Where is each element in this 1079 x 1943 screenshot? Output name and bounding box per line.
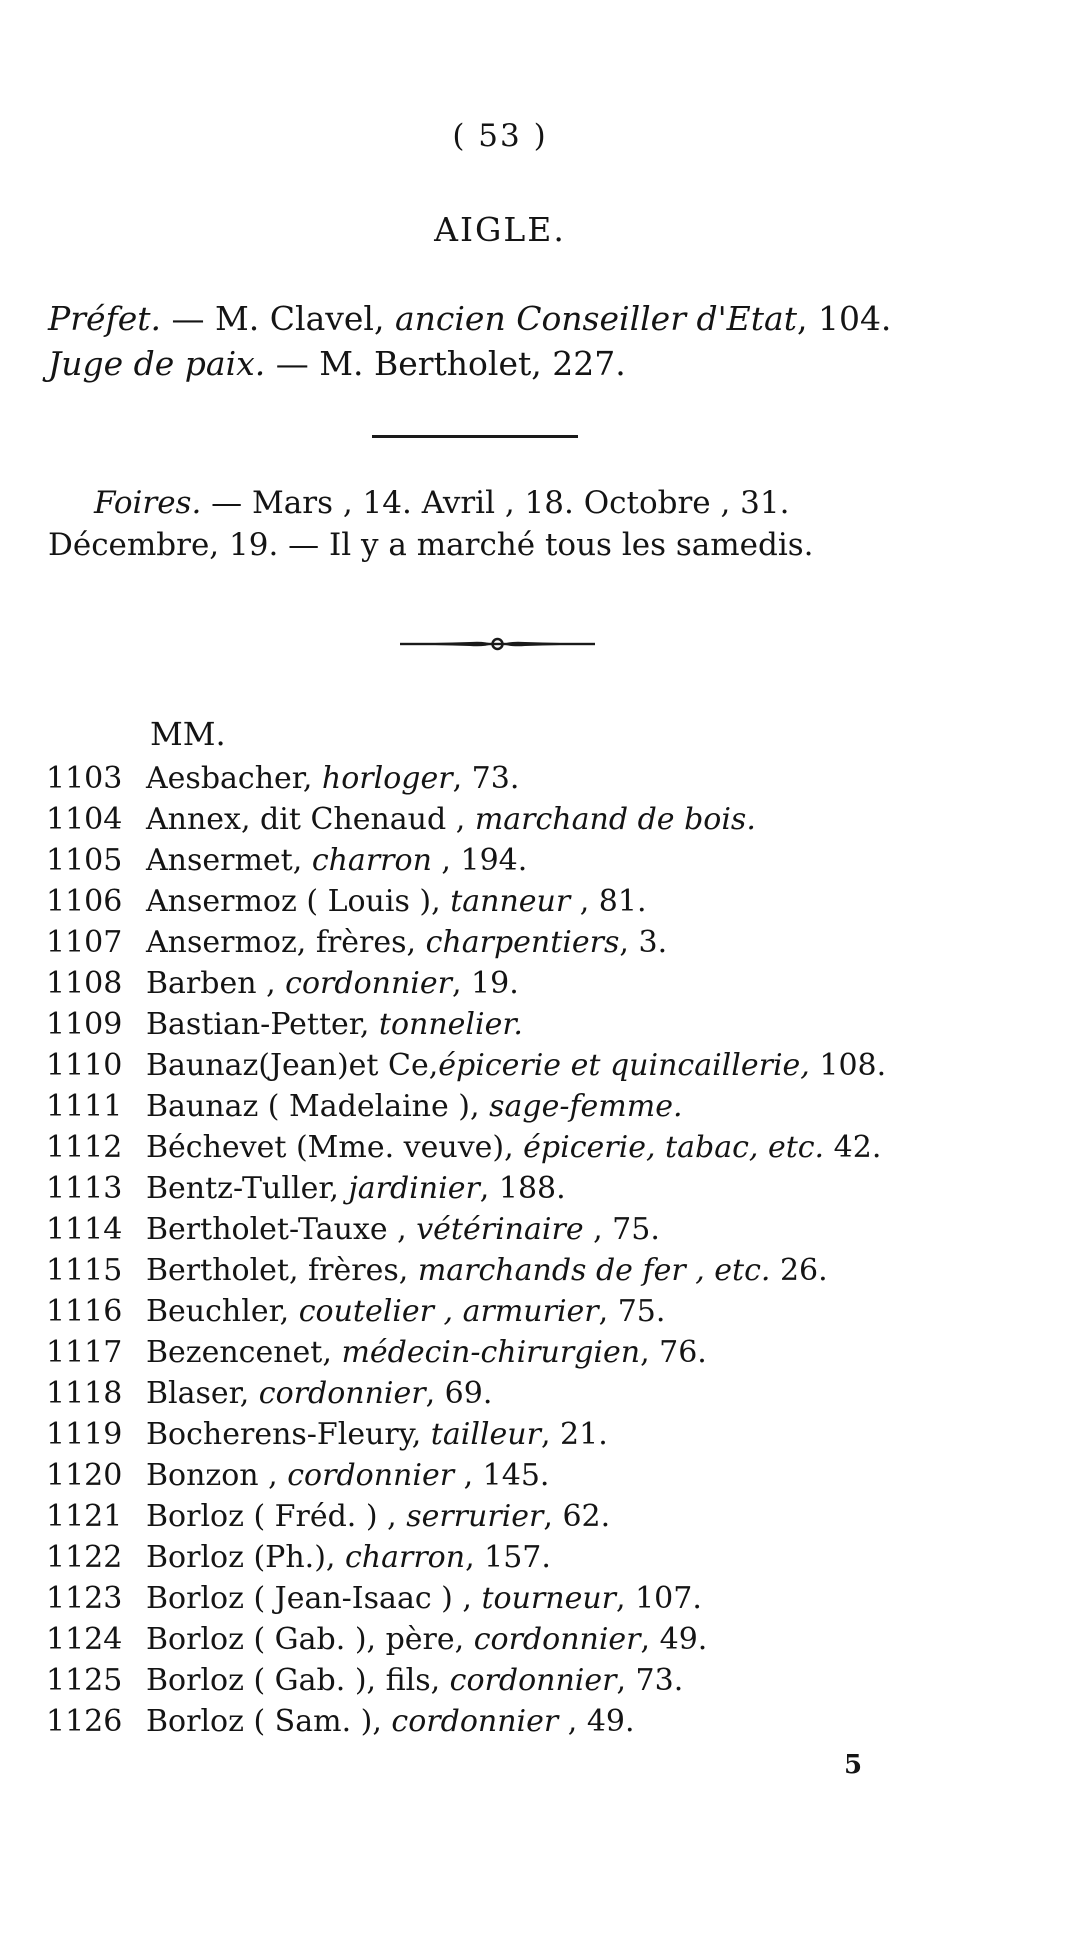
signature-mark: 5 [844,1750,863,1780]
list-item [46,1496,1006,1537]
entry-name: Bertholet, frères, [146,1253,418,1288]
entry-text [146,1376,492,1411]
entry-number: 1104 [46,802,123,837]
entry-address: , 75. [598,1294,666,1329]
list-item [46,1004,1006,1045]
entry-trade: serrurier [406,1499,544,1534]
entry-number: 1121 [46,1499,123,1534]
entry-name: Borloz ( Sam. ), [146,1704,392,1739]
list-item [46,1537,1006,1578]
entry-name: Ansermoz ( Louis ), [146,884,451,919]
entry-address: , 19. [451,966,519,1001]
entry-name: Aesbacher, [146,761,322,796]
entry-trade: tourneur [481,1581,617,1616]
official-name: — M. Clavel, [161,299,395,338]
entry-trade: jardinier [348,1171,480,1206]
entry-address: 108. [809,1048,887,1083]
entry-text [146,1130,881,1165]
list-item [46,1168,1006,1209]
entry-trade: cordonnier [287,1458,455,1493]
officials-block [48,296,978,386]
entry-trade: marchand de bois. [474,802,756,837]
entry-number: 1114 [46,1212,123,1247]
fairs-block [48,482,978,566]
entry-trade: cordonnier [473,1622,641,1657]
list-item [46,799,1006,840]
entry-text [146,1212,660,1247]
official-title: ancien Conseiller d'Etat [394,299,797,338]
entry-text [146,966,519,1001]
entry-trade: cordonnier [449,1663,617,1698]
entry-number: 1109 [46,1007,123,1042]
entry-trade: tonnelier. [378,1007,523,1042]
entry-number: 1111 [46,1089,123,1124]
fairs-dates: — Mars , 14. Avril , 18. Octobre , 31. [201,485,790,521]
list-item [46,1086,1006,1127]
entry-number: 1115 [46,1253,123,1288]
list-item [46,1291,1006,1332]
list-item [46,881,1006,922]
entry-number: 1105 [46,843,123,878]
list-item [46,1414,1006,1455]
entry-number: 1110 [46,1048,123,1083]
entry-address: , 194. [431,843,528,878]
entry-address: , 73. [452,761,520,796]
entry-text [146,1704,635,1739]
entry-number: 1103 [46,761,123,796]
entry-text [146,843,527,878]
entry-text [146,1622,707,1657]
entry-number: 1119 [46,1417,123,1452]
entry-name: Borloz ( Gab. ), fils, [146,1663,450,1698]
entry-text [146,1253,828,1288]
entry-number: 1118 [46,1376,123,1411]
ornament-divider [400,632,595,656]
entry-name: Baunaz(Jean)et Ce, [146,1048,439,1083]
entry-text [146,1663,683,1698]
entry-address: , 188. [479,1171,566,1206]
list-item [46,1045,1006,1086]
list-item [46,1455,1006,1496]
official-role: Préfet. [48,299,162,338]
entry-trade: cordonnier [391,1704,559,1739]
list-item [46,1209,1006,1250]
list-item [46,1127,1006,1168]
entry-text [146,1294,665,1329]
fairs-line [48,482,978,524]
entry-address: , 157. [465,1540,551,1575]
entry-address: , 81. [570,884,647,919]
entry-text [146,1499,610,1534]
official-line [48,341,978,386]
entry-address: 42. [824,1130,882,1165]
entry-address: , 49. [640,1622,708,1657]
entry-trade: tailleur [430,1417,541,1452]
entry-text [146,1089,683,1124]
entry-address: 26. [770,1253,828,1288]
entry-number: 1117 [46,1335,123,1370]
entry-text [146,802,756,837]
entry-trade: charron [344,1540,466,1575]
entry-text [146,1048,886,1083]
entry-name: Blaser, [146,1376,259,1411]
section-divider [372,435,578,438]
entry-address: , 107. [616,1581,702,1616]
list-heading: MM. [150,715,226,753]
entry-address: , 21. [540,1417,608,1452]
entry-trade: vétérinaire [416,1212,584,1247]
official-number: , 104. [796,299,892,338]
entry-trade: horloger [321,761,453,796]
entry-trade: cordonnier [258,1376,426,1411]
entry-name: Borloz ( Fréd. ) , [146,1499,407,1534]
entry-address: , 145. [454,1458,550,1493]
list-item [46,1332,1006,1373]
entry-address: , 49. [558,1704,635,1739]
entry-number: 1107 [46,925,123,960]
entry-number: 1120 [46,1458,123,1493]
entry-number: 1122 [46,1540,123,1575]
entry-text [146,761,519,796]
entry-address: , 75. [583,1212,660,1247]
entry-number: 1123 [46,1581,123,1616]
list-item [46,1619,1006,1660]
list-item [46,1373,1006,1414]
entry-name: Bertholet-Tauxe , [146,1212,417,1247]
entry-number: 1125 [46,1663,123,1698]
entry-address: , 76. [640,1335,707,1370]
entry-number: 1108 [46,966,123,1001]
fairs-line: Décembre, 19. — Il y a marché tous les samedis. [48,527,814,563]
list-item [46,758,1006,799]
entry-trade: épicerie et quincaillerie, [438,1048,810,1083]
entry-trade: épicerie, tabac, etc. [523,1130,825,1165]
entry-address: , 73. [616,1663,684,1698]
entry-text [146,1458,549,1493]
list-item [46,840,1006,881]
entry-name: Borloz ( Gab. ), père, [146,1622,474,1657]
entry-number: 1106 [46,884,123,919]
official-role: Juge de paix. [48,344,266,383]
entry-name: Ansermet, [146,843,312,878]
entry-name: Bezencenet, [146,1335,342,1370]
entry-name: Borloz ( Jean-Isaac ) , [146,1581,482,1616]
list-item [46,922,1006,963]
entry-trade: marchands de fer , etc. [417,1253,771,1288]
entry-text [146,884,647,919]
entry-name: Bastian-Petter, [146,1007,379,1042]
entry-trade: coutelier , armurier [298,1294,599,1329]
entry-text [146,1335,707,1370]
list-item [46,1250,1006,1291]
entry-trade: cordonnier [285,966,452,1001]
entry-trade: médecin-chirurgien [341,1335,641,1370]
entry-number: 1124 [46,1622,123,1657]
entry-text [146,1417,608,1452]
entry-name: Baunaz ( Madelaine ), [146,1089,490,1124]
entry-text [146,1171,566,1206]
entry-trade: tanneur [450,884,571,919]
town-heading: AIGLE. [434,210,566,249]
entry-trade: sage-femme. [489,1089,683,1124]
entry-name: Borloz (Ph.), [146,1540,345,1575]
entry-trade: charpentiers [425,925,620,960]
entry-name: Béchevet (Mme. veuve), [146,1130,524,1165]
entry-name: Ansermoz, frères, [146,925,426,960]
entry-text [146,1540,551,1575]
entry-name: Beuchler, [146,1294,299,1329]
entry-name: Annex, dit Chenaud , [146,802,475,837]
entry-number: 1126 [46,1704,123,1739]
list-item [46,963,1006,1004]
directory-list [46,758,1006,1742]
list-item [46,1701,1006,1742]
fairs-label: Foires. [94,485,202,521]
entry-name: Barben , [146,966,286,1001]
official-line [48,296,978,341]
entry-text [146,1007,523,1042]
entry-name: Bocherens-Fleury, [146,1417,431,1452]
entry-number: 1116 [46,1294,123,1329]
entry-text [146,925,667,960]
entry-number: 1113 [46,1171,123,1206]
official-name: — M. Bertholet, 227. [265,344,626,383]
entry-address: , 3. [619,925,668,960]
entry-address: , 69. [425,1376,493,1411]
entry-name: Bentz-Tuller, [146,1171,349,1206]
list-item [46,1578,1006,1619]
entry-trade: charron [311,843,432,878]
entry-address: , 62. [543,1499,611,1534]
page-number: ( 53 ) [452,118,548,154]
entry-number: 1112 [46,1130,123,1165]
entry-text [146,1581,702,1616]
list-item [46,1660,1006,1701]
entry-name: Bonzon , [146,1458,288,1493]
